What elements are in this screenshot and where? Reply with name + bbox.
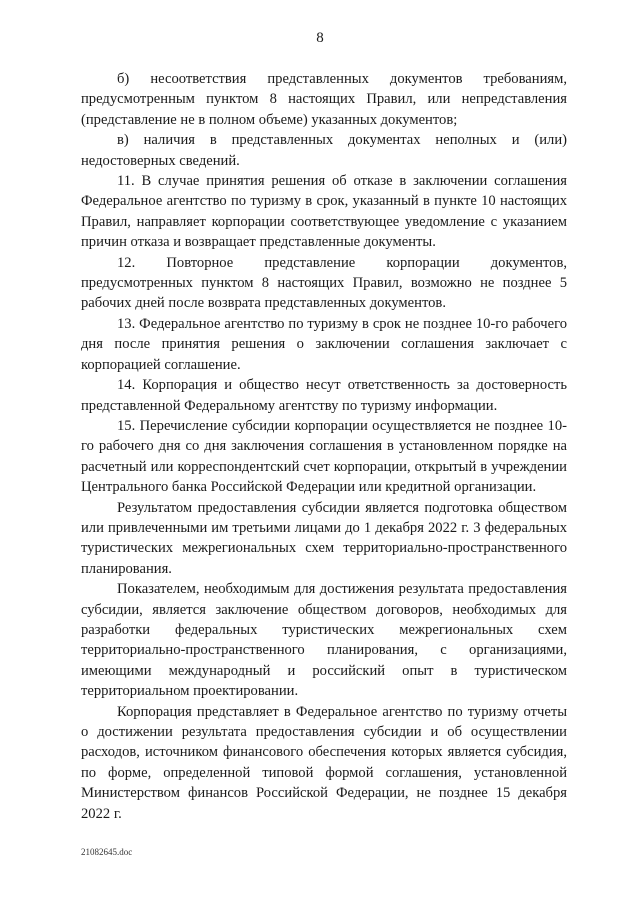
paragraph: 14. Корпорация и общество несут ответственность за достоверность представленной Федеральному агентству по туризму информации.: [81, 377, 567, 414]
paragraph: Корпорация представляет в Федеральное агентство по туризму отчеты о достижении результата предоставления субсидии и об осуществлении расходов, источником финансового обеспечения которых является субсидия, по форме, определенной типовой формой соглашения, установленной Министерством финансов Российской Федерации, не позднее 15 декабря 2022 г.: [81, 703, 567, 822]
page-number: 8: [316, 30, 324, 46]
paragraph: Результатом предоставления субсидии является подготовка обществом или привлеченными им третьими лицами до 1 декабря 2022 г. 3 федеральных туристических межрегиональных схем территориально-пространственного планирования.: [81, 499, 567, 577]
paragraph: Показателем, необходимым для достижения результата предоставления субсидии, является заключение обществом договоров, необходимых для разработки федеральных туристических межрегиональных схем территориально-пространственного планирования, с организациями, имеющими международный и российский опыт в туристическом территориальном проектировании.: [81, 581, 567, 700]
paragraph: 11. В случае принятия решения об отказе в заключении соглашения Федеральное агентство по туризму в срок, указанный в пункте 10 настоящих Правил, направляет корпорации соответствующее уведомление с указанием причин отказа и возвращает представленные документы.: [81, 173, 567, 251]
paragraph: 12. Повторное представление корпорации документов, предусмотренных пунктом 8 настоящих Правил, возможно не позднее 5 рабочих дней после возврата представленных документов.: [81, 254, 567, 312]
paragraph: б) несоответствия представленных документов требованиям, предусмотренным пунктом 8 настоящих Правил, или непредставления (представление не в полном объеме) указанных документов;: [81, 71, 567, 128]
paragraph: 13. Федеральное агентство по туризму в срок не позднее 10-го рабочего дня после принятия решения о заключении соглашения заключает с корпорацией соглашение.: [81, 315, 567, 373]
footer-filename: 21082645.doc: [81, 847, 133, 857]
paragraph: в) наличия в представленных документах неполных и (или) недостоверных сведений.: [81, 132, 567, 169]
paragraph: 15. Перечисление субсидии корпорации осуществляется не позднее 10-го рабочего дня со дня заключения соглашения в установленном порядке на расчетный или корреспондентский счет корпорации, открытый в учреждении Центрального банка Российской Федерации или кредитной организации.: [81, 417, 567, 496]
document-body: [81, 69, 567, 824]
